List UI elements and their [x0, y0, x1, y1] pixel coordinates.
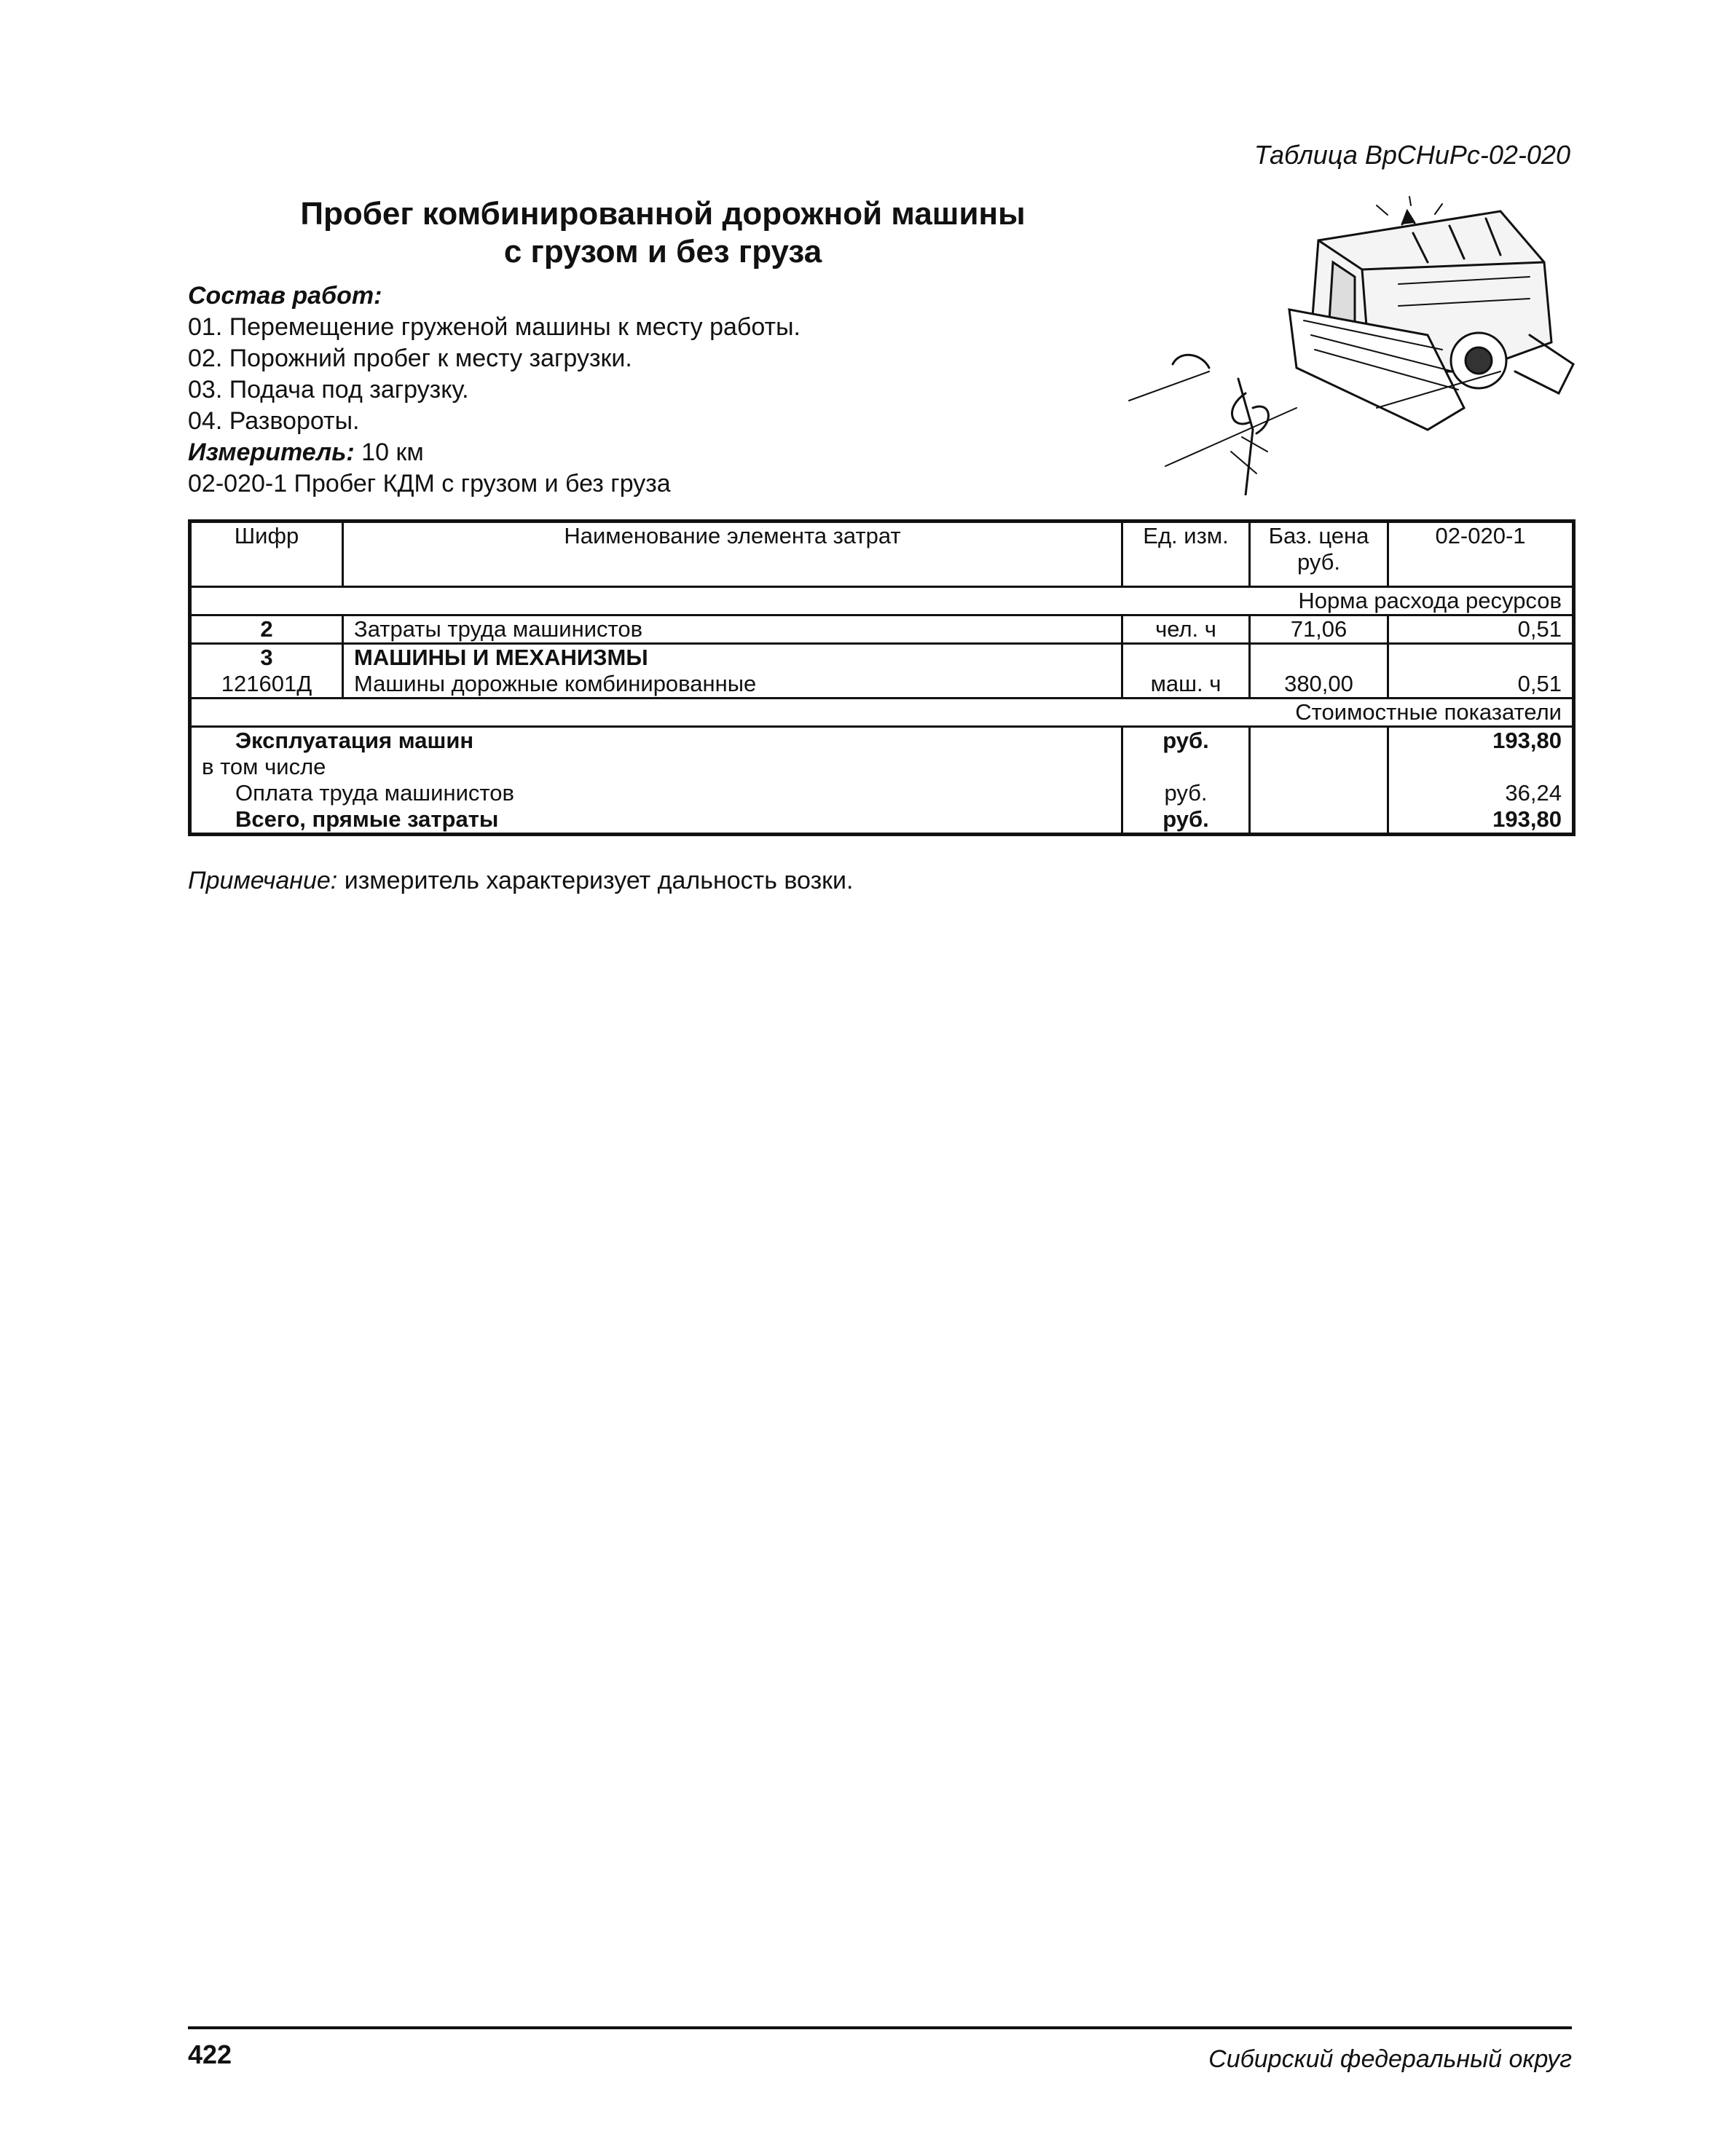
cell-name: МАШИНЫ И МЕХАНИЗМЫ	[343, 644, 1122, 672]
table-row	[190, 754, 1574, 780]
cell-name: в том числе	[190, 754, 1122, 780]
page-number: 422	[188, 2039, 232, 2069]
cell-value	[1388, 754, 1574, 780]
page-title	[189, 195, 1136, 271]
section-costs: Стоимостные показатели	[190, 699, 1574, 727]
title-line-1: Пробег комбинированной дорожной машины	[300, 196, 1026, 232]
cell-price	[1250, 727, 1388, 755]
cell-unit	[1122, 644, 1250, 672]
footer-divider	[188, 2026, 1572, 2029]
road-machine-plow-icon	[1122, 189, 1588, 495]
work-item: 01. Перемещение груженой машины к месту работы.	[188, 313, 801, 341]
section-row	[190, 587, 1574, 615]
measure-label: Измеритель:	[188, 438, 355, 466]
subtitle: 02-020-1 Пробег КДМ с грузом и без груза	[188, 470, 671, 497]
cell-value: 193,80	[1492, 728, 1562, 753]
work-item: 04. Развороты.	[188, 407, 360, 435]
cell-name: Затраты труда машинистов	[343, 615, 1122, 644]
cell-code: 3	[190, 644, 343, 672]
measure-line	[188, 437, 800, 468]
table-header-row	[190, 522, 1574, 587]
section-norms: Норма расхода ресурсов	[190, 587, 1574, 615]
cell-unit: маш. ч	[1122, 671, 1250, 699]
title-line-2: с грузом и без груза	[503, 234, 822, 270]
cell-unit: руб.	[1122, 780, 1250, 806]
note-label: Примечание:	[188, 867, 338, 894]
header-code: Шифр	[190, 522, 343, 587]
cell-unit	[1122, 754, 1250, 780]
table-row	[190, 806, 1574, 835]
cell-value: 0,51	[1517, 616, 1562, 642]
table-row	[190, 615, 1574, 644]
work-item: 03. Подача под загрузку.	[188, 376, 469, 404]
header-name: Наименование элемента затрат	[343, 522, 1122, 587]
cell-unit: чел. ч	[1122, 615, 1250, 644]
cell-price: 71,06	[1250, 615, 1388, 644]
cell-unit: руб.	[1122, 727, 1250, 755]
table-id: Таблица ВрСНиРс-02-020	[1254, 140, 1570, 170]
cell-name: Оплата труда машинистов	[190, 780, 1122, 806]
section-row	[190, 699, 1574, 727]
table-row	[190, 780, 1574, 806]
norms-table	[188, 519, 1575, 836]
cell-name: Всего, прямые затраты	[190, 806, 1122, 835]
cell-value: 193,80	[1492, 806, 1562, 832]
note	[188, 867, 854, 895]
cell-name: Эксплуатация машин	[190, 727, 1122, 755]
cell-price	[1250, 754, 1388, 780]
region-label: Сибирский федеральный округ	[1208, 2045, 1572, 2073]
composition-label: Состав работ:	[188, 282, 382, 310]
cell-price: 380,00	[1250, 671, 1388, 699]
cell-price	[1250, 780, 1388, 806]
cell-price	[1250, 644, 1388, 672]
cell-unit: руб.	[1122, 806, 1250, 835]
cell-price	[1250, 806, 1388, 835]
cell-value: 36,24	[1505, 780, 1562, 806]
table-row	[190, 644, 1574, 672]
table-row	[190, 727, 1574, 755]
work-item: 02. Порожний пробег к месту загрузки.	[188, 345, 632, 372]
cell-value: 0,51	[1517, 671, 1562, 696]
note-text: измеритель характеризует дальность возки.	[337, 867, 854, 894]
measure-value: 10 км	[354, 438, 424, 466]
cell-code: 2	[190, 615, 343, 644]
cell-value	[1388, 644, 1574, 672]
header-price: Баз. цена руб.	[1250, 522, 1388, 587]
cell-code: 121601Д	[190, 671, 343, 699]
cell-name: Машины дорожные комбинированные	[343, 671, 1122, 699]
header-unit: Ед. изм.	[1122, 522, 1250, 587]
work-composition	[188, 280, 800, 500]
header-code-col: 02-020-1	[1388, 522, 1574, 587]
table-row	[190, 671, 1574, 699]
